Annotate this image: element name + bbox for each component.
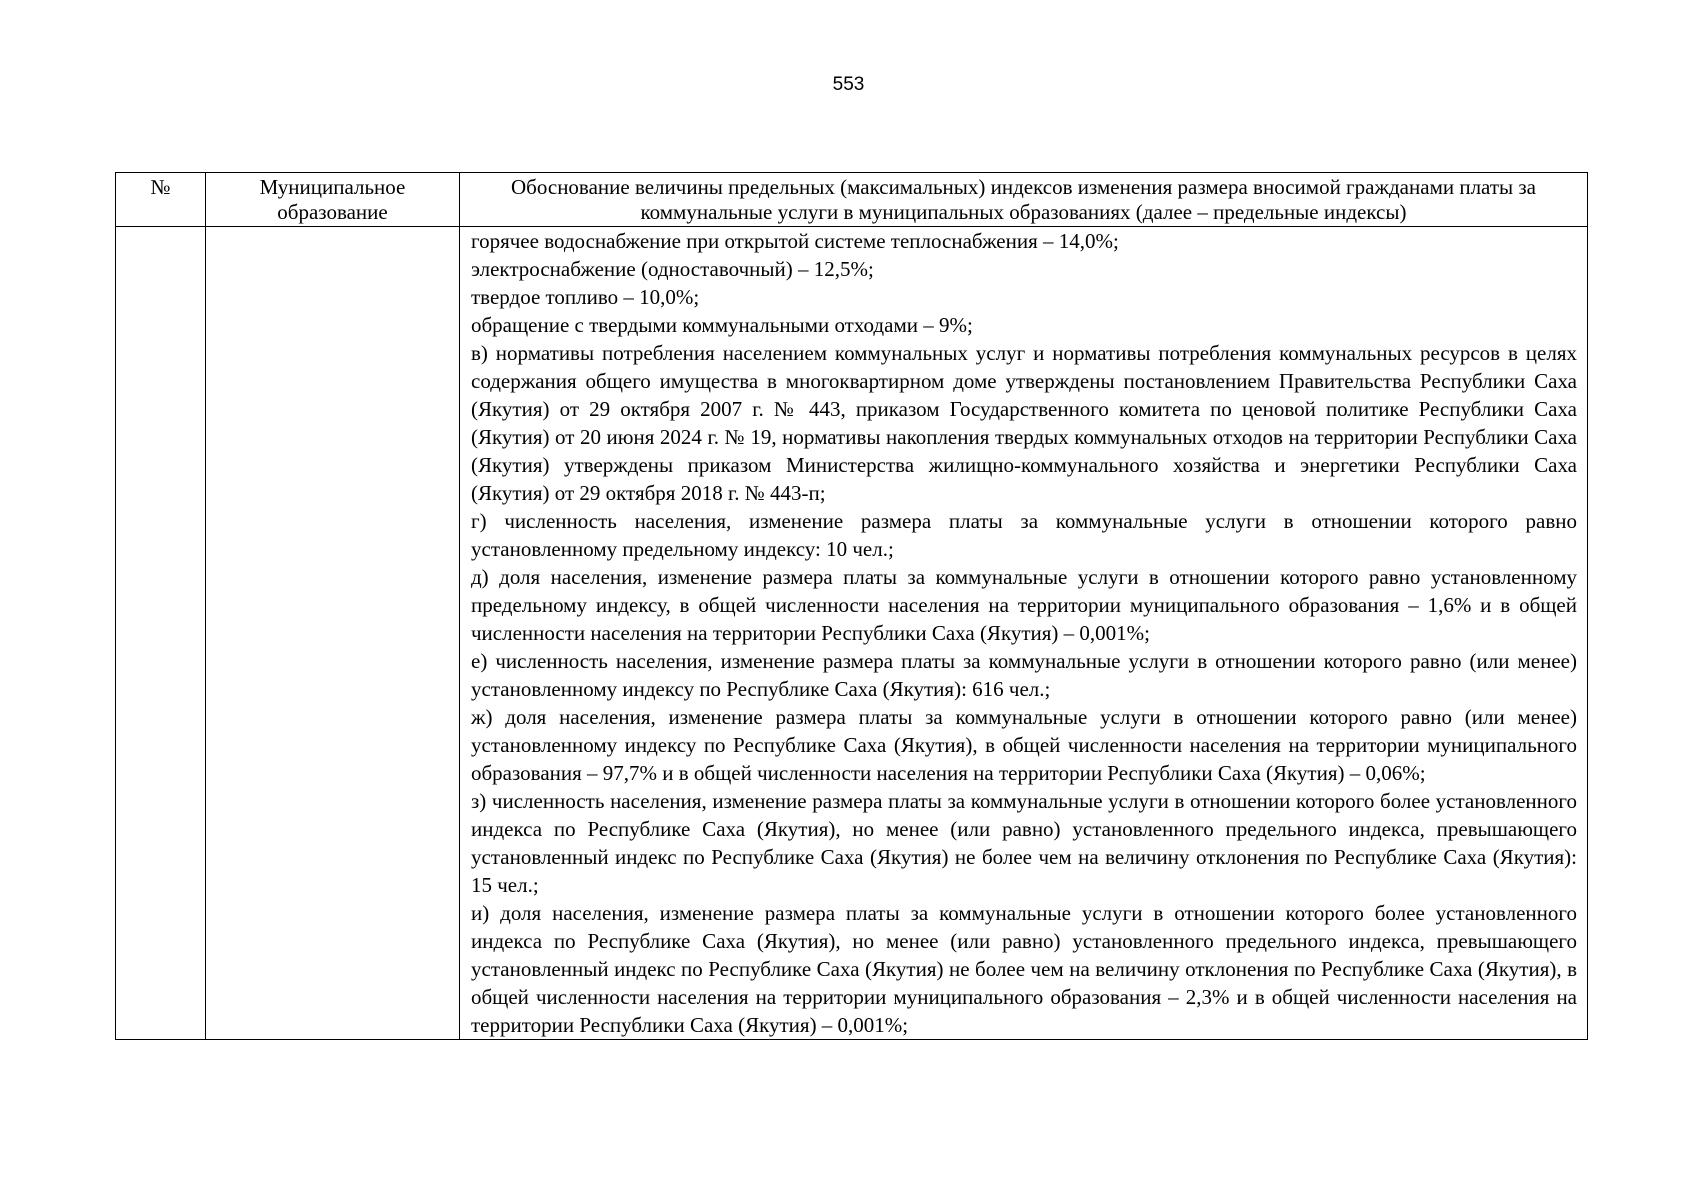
header-number: № [116, 173, 206, 227]
paragraph: г) численность населения, изменение размера платы за коммунальные услуги в отношении которого равно установленному предельному индексу: 10 чел.; [471, 509, 1577, 561]
cell-justification [460, 227, 1588, 1040]
paragraph: электроснабжение (одноставочный) – 12,5%; [471, 257, 874, 281]
cell-number [116, 227, 206, 1040]
header-municipality: Муниципальное образование [206, 173, 460, 227]
table-header-row [116, 173, 1588, 227]
paragraph: и) доля населения, изменение размера платы за коммунальные услуги в отношении которого более установленного индекса по Республике Саха (Якутия), но менее (или равно) установленного предельного индекса, превышающего установленный индекс по Республике Саха (Якутия) не более чем на величину отклонения по Республике Саха (Якутия), в общей численности населения на территории муниципального образования – 2,3% и в общей численности населения на территории Республики Саха (Якутия) – 0,001%; [471, 901, 1577, 1037]
paragraph: обращение с твердыми коммунальными отходами – 9%; [471, 313, 973, 337]
paragraph: ж) доля населения, изменение размера платы за коммунальные услуги в отношении которого равно (или менее) установленному индексу по Республике Саха (Якутия), в общей численности населения на территории муниципального образования – 97,7% и в общей численности населения на территории Республики Саха (Якутия) – 0,06%; [471, 705, 1577, 785]
paragraph: е) численность населения, изменение размера платы за коммунальные услуги в отношении которого равно (или менее) установленному индексу по Республике Саха (Якутия): 616 чел.; [471, 649, 1577, 701]
paragraph: д) доля населения, изменение размера платы за коммунальные услуги в отношении которого равно установленному предельному индексу, в общей численности населения на территории муниципального образования – 1,6% и в общей численности населения на территории Республики Саха (Якутия) – 0,001%; [471, 565, 1577, 645]
page-number: 553 [832, 74, 865, 95]
paragraph: з) численность населения, изменение размера платы за коммунальные услуги в отношении которого более установленного индекса по Республике Саха (Якутия), но менее (или равно) установленного предельного индекса, превышающего установленный индекс по Республике Саха (Якутия) не более чем на величину отклонения по Республике Саха (Якутия): 15 чел.; [471, 789, 1577, 897]
justification-text [460, 227, 1587, 1039]
header-justification: Обоснование величины предельных (максимальных) индексов изменения размера вносимой гражданами платы за коммунальные услуги в муниципальных образованиях (далее – предельные индексы) [460, 173, 1588, 227]
paragraph: твердое топливо – 10,0%; [471, 285, 700, 309]
paragraph: в) нормативы потребления населением коммунальных услуг и нормативы потребления коммунальных ресурсов в целях содержания общего имущества в многоквартирном доме утверждены постановлением Правительства Республики Саха (Якутия) от 29 октября 2007 г. № 443, приказом Государственного комитета по ценовой политике Республики Саха (Якутия) от 20 июня 2024 г. № 19, нормативы накопления твердых коммунальных отходов на территории Республики Саха (Якутия) утверждены приказом Министерства жилищно-коммунального хозяйства и энергетики Республики Саха (Якутия) от 29 октября 2018 г. № 443-п; [471, 341, 1577, 505]
indexes-table [115, 172, 1588, 1040]
paragraph: горячее водоснабжение при открытой системе теплоснабжения – 14,0%; [471, 229, 1119, 253]
table-row [116, 227, 1588, 1040]
cell-municipality [206, 227, 460, 1040]
